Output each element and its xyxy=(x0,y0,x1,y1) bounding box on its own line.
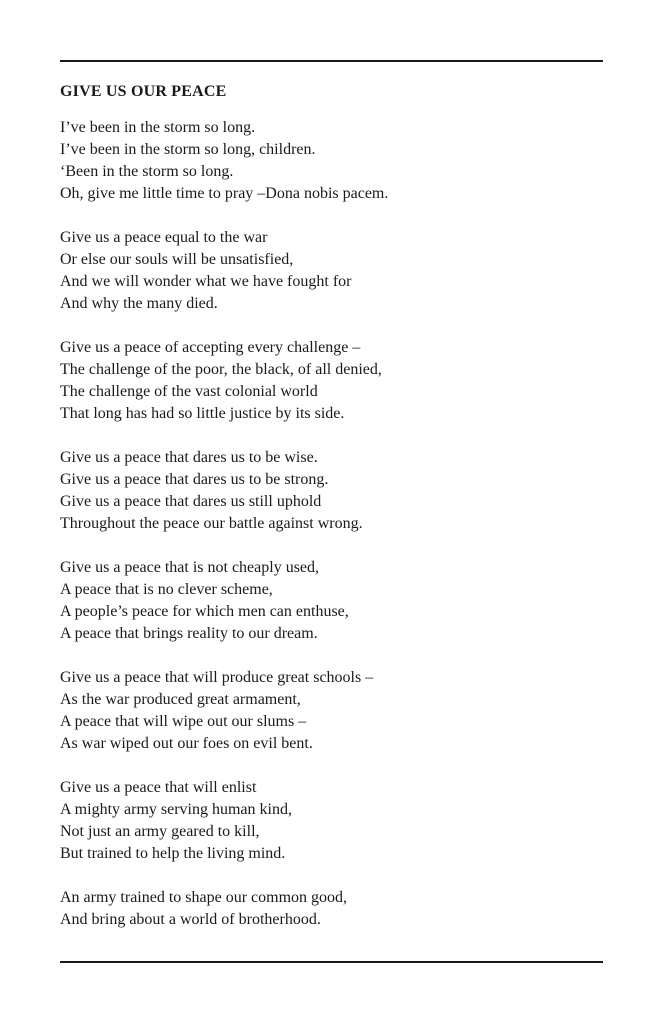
stanza-3 xyxy=(60,337,603,425)
poem-line: The challenge of the vast colonial world xyxy=(60,383,318,400)
bottom-rule xyxy=(60,961,603,963)
stanza-4 xyxy=(60,447,603,535)
poem-line: Give us a peace that dares us to be strong. xyxy=(60,471,329,488)
poem-line: But trained to help the living mind. xyxy=(60,845,286,862)
poem-line: Give us a peace that will enlist xyxy=(60,779,257,796)
poem-line: Oh, give me little time to pray –Dona nobis pacem. xyxy=(60,185,389,202)
stanza-1 xyxy=(60,117,603,205)
poem-line: Not just an army geared to kill, xyxy=(60,823,260,840)
poem-line: An army trained to shape our common good, xyxy=(60,889,348,906)
poem-line: Give us a peace that will produce great schools – xyxy=(60,669,374,686)
poem-line: Give us a peace of accepting every challenge – xyxy=(60,339,361,356)
poem xyxy=(60,81,603,953)
top-rule xyxy=(60,60,603,62)
poem-line: I’ve been in the storm so long, children. xyxy=(60,141,316,158)
stanza-2 xyxy=(60,227,603,315)
poem-line: Give us a peace equal to the war xyxy=(60,229,268,246)
poem-line: The challenge of the poor, the black, of all denied, xyxy=(60,361,382,378)
stanza-8 xyxy=(60,887,603,931)
poem-line: A mighty army serving human kind, xyxy=(60,801,292,818)
poem-title: GIVE US OUR PEACE xyxy=(60,83,227,100)
poem-line: Give us a peace that is not cheaply used, xyxy=(60,559,320,576)
poem-line: A peace that is no clever scheme, xyxy=(60,581,273,598)
poem-line: As war wiped out our foes on evil bent. xyxy=(60,735,313,752)
poem-line: ‘Been in the storm so long. xyxy=(60,163,234,180)
poem-line: Throughout the peace our battle against wrong. xyxy=(60,515,363,532)
poem-line: Or else our souls will be unsatisfied, xyxy=(60,251,294,268)
poem-line: That long has had so little justice by its side. xyxy=(60,405,345,422)
poem-line: Give us a peace that dares us still uphold xyxy=(60,493,322,510)
poem-line: A people’s peace for which men can enthuse, xyxy=(60,603,349,620)
stanza-7 xyxy=(60,777,603,865)
stanza-5 xyxy=(60,557,603,645)
poem-line: And we will wonder what we have fought for xyxy=(60,273,352,290)
poem-line: As the war produced great armament, xyxy=(60,691,301,708)
poem-line: Give us a peace that dares us to be wise. xyxy=(60,449,318,466)
stanza-6 xyxy=(60,667,603,755)
poem-line: A peace that brings reality to our dream. xyxy=(60,625,318,642)
poem-line: And why the many died. xyxy=(60,295,218,312)
poem-line: And bring about a world of brotherhood. xyxy=(60,911,321,928)
poem-line: I’ve been in the storm so long. xyxy=(60,119,256,136)
poem-line: A peace that will wipe out our slums – xyxy=(60,713,307,730)
